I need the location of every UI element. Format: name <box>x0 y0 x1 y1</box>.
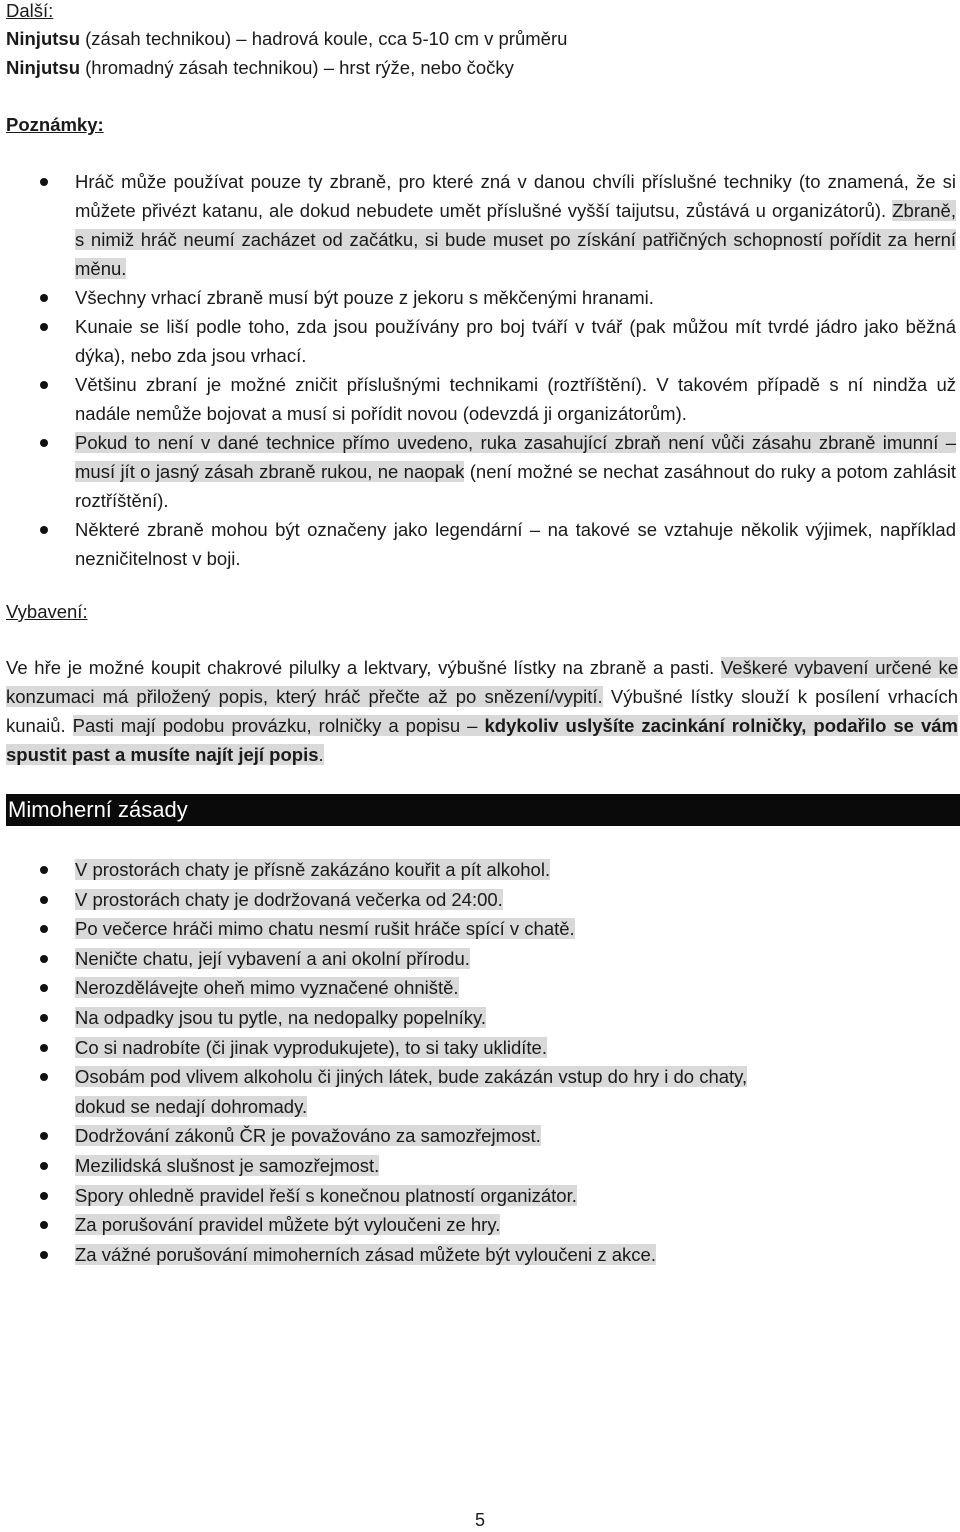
equipment-highlight: Veškeré vybavení určené ke konzumaci má přiložený popis, který hráč přečte až po snězení/vypití. <box>6 657 958 707</box>
note-text: Hráč může používat pouze ty zbraně, pro které zná v danou chvíli příslušné techniky (to znamená, že si můžete přivézt katanu, ale dokud nebudete umět příslušné vyšší taijutsu, zůstává u organizátorů). <box>75 171 956 221</box>
note-text: (není možné se nechat zasáhnout do ruky a potom zahlásit roztříštění). <box>75 461 957 511</box>
rule-text: Za porušování pravidel můžete být vyloučeni ze hry. <box>75 1214 501 1236</box>
rule-text: Mezilidská slušnost je samozřejmost. <box>75 1154 380 1176</box>
rule-text: Neničte chatu, její vybavení a ani okolní přírodu. <box>75 947 470 969</box>
equipment-end: . <box>318 744 324 765</box>
rule-text: Dodržování zákonů ČR je považováno za samozřejmost. <box>75 1125 541 1147</box>
ninjutsu-term: Ninjutsu <box>6 28 80 49</box>
list-item <box>0 1210 960 1240</box>
list-item <box>0 167 960 283</box>
ninjutsu-mass-description: (hromadný zásah technikou) – hrst rýže, nebo čočky <box>80 57 514 78</box>
list-item <box>0 973 960 1003</box>
list-item <box>0 1062 960 1121</box>
rule-text: V prostorách chaty je dodržovaná večerka od 24:00. <box>75 888 503 910</box>
list-item <box>0 312 960 370</box>
list-item <box>0 1003 960 1033</box>
equipment-text: Ve hře je možné koupit chakrové pilulky a lektvary, výbušné lístky na zbraně a pasti. <box>6 657 721 678</box>
note-text: Některé zbraně mohou být označeny jako legendární – na takové se vztahuje několik výjimek, například nezničitelnost v boji. <box>75 519 956 569</box>
list-item <box>0 1033 960 1063</box>
list-item <box>0 1240 960 1270</box>
rule-text: Po večerce hráči mimo chatu nesmí rušit hráče spící v chatě. <box>75 918 575 940</box>
rule-text: Spory ohledně pravidel řeší s konečnou platností organizátor. <box>75 1184 577 1206</box>
ninjutsu-description: (zásah technikou) – hadrová koule, cca 5-10 cm v průměru <box>80 28 568 49</box>
list-item <box>0 515 960 573</box>
page-number: 5 <box>474 1510 485 1530</box>
note-text: Všechny vrhací zbraně musí být pouze z jekoru s měkčenými hranami. <box>75 287 654 308</box>
rule-text: V prostorách chaty je přísně zakázáno kouřit a pít alkohol. <box>75 859 551 880</box>
ninjutsu-single-line <box>6 24 567 53</box>
list-item <box>0 1121 960 1151</box>
list-item <box>0 428 960 515</box>
ninjutsu-mass-term: Ninjutsu <box>6 57 80 78</box>
rule-text: Na odpadky jsou tu pytle, na nedopalky popelníky. <box>75 1006 487 1028</box>
notes-list <box>0 167 960 573</box>
rule-text: Za vážné porušování mimoherních zásad můžete být vyloučeni z akce. <box>75 1243 656 1265</box>
list-item <box>0 1181 960 1211</box>
note-highlight: Zbraně, s nimiž hráč neumí zacházet od začátku, si bude muset po získání patřičných schopností pořídit za herní měnu. <box>75 200 956 279</box>
ninjutsu-mass-line <box>6 53 514 82</box>
rule-text: Osobám pod vlivem alkoholu či jiných látek, bude zakázán vstup do hry i do chaty, dokud se nedají dohromady. <box>75 1066 748 1117</box>
list-item <box>0 855 960 885</box>
equipment-paragraph <box>6 653 958 769</box>
list-item <box>0 283 960 312</box>
equipment-highlight: Pasti mají podobu provázku, rolničky a popisu – <box>72 715 485 736</box>
rule-text: Co si nadrobíte (či jinak vyprodukujete), to si taky uklidíte. <box>75 1036 547 1058</box>
list-item <box>0 1151 960 1181</box>
rules-list <box>0 855 960 1269</box>
note-text: Většinu zbraní je možné zničit příslušnými technikami (roztříštění). V takovém případě s ní nindža už nadále nemůže bojovat a musí si pořídit novou (odevzdá ji organizátorům). <box>75 374 956 424</box>
equipment-heading: Vybavení: <box>6 601 88 622</box>
rule-text: Nerozdělávejte oheň mimo vyznačené ohniště. <box>75 977 459 999</box>
equipment-bold-highlight: kdykoliv uslyšíte zacinkání rolničky, podařilo se vám spustit past a musíte najít její popis <box>6 715 958 765</box>
note-text: Kunaie se liší podle toho, zda jsou používány pro boj tváří v tvář (pak můžou mít tvrdé jádro jako běžná dýka), nebo zda jsou vrhací. <box>75 316 956 366</box>
rules-heading: Mimoherní zásady <box>6 794 960 826</box>
list-item <box>0 914 960 944</box>
notes-heading: Poznámky: <box>6 114 104 135</box>
list-item <box>0 944 960 974</box>
list-item <box>0 370 960 428</box>
section-label-dalsi: Další: <box>6 0 54 21</box>
equipment-text: Výbušné lístky slouží k posílení vrhacích kunaiů. <box>6 686 958 736</box>
note-highlight: Pokud to není v dané technice přímo uvedeno, ruka zasahující zbraň není vůči zásahu zbraně imunní – musí jít o jasný zásah zbraně rukou, ne naopak <box>75 432 956 482</box>
list-item <box>0 885 960 915</box>
